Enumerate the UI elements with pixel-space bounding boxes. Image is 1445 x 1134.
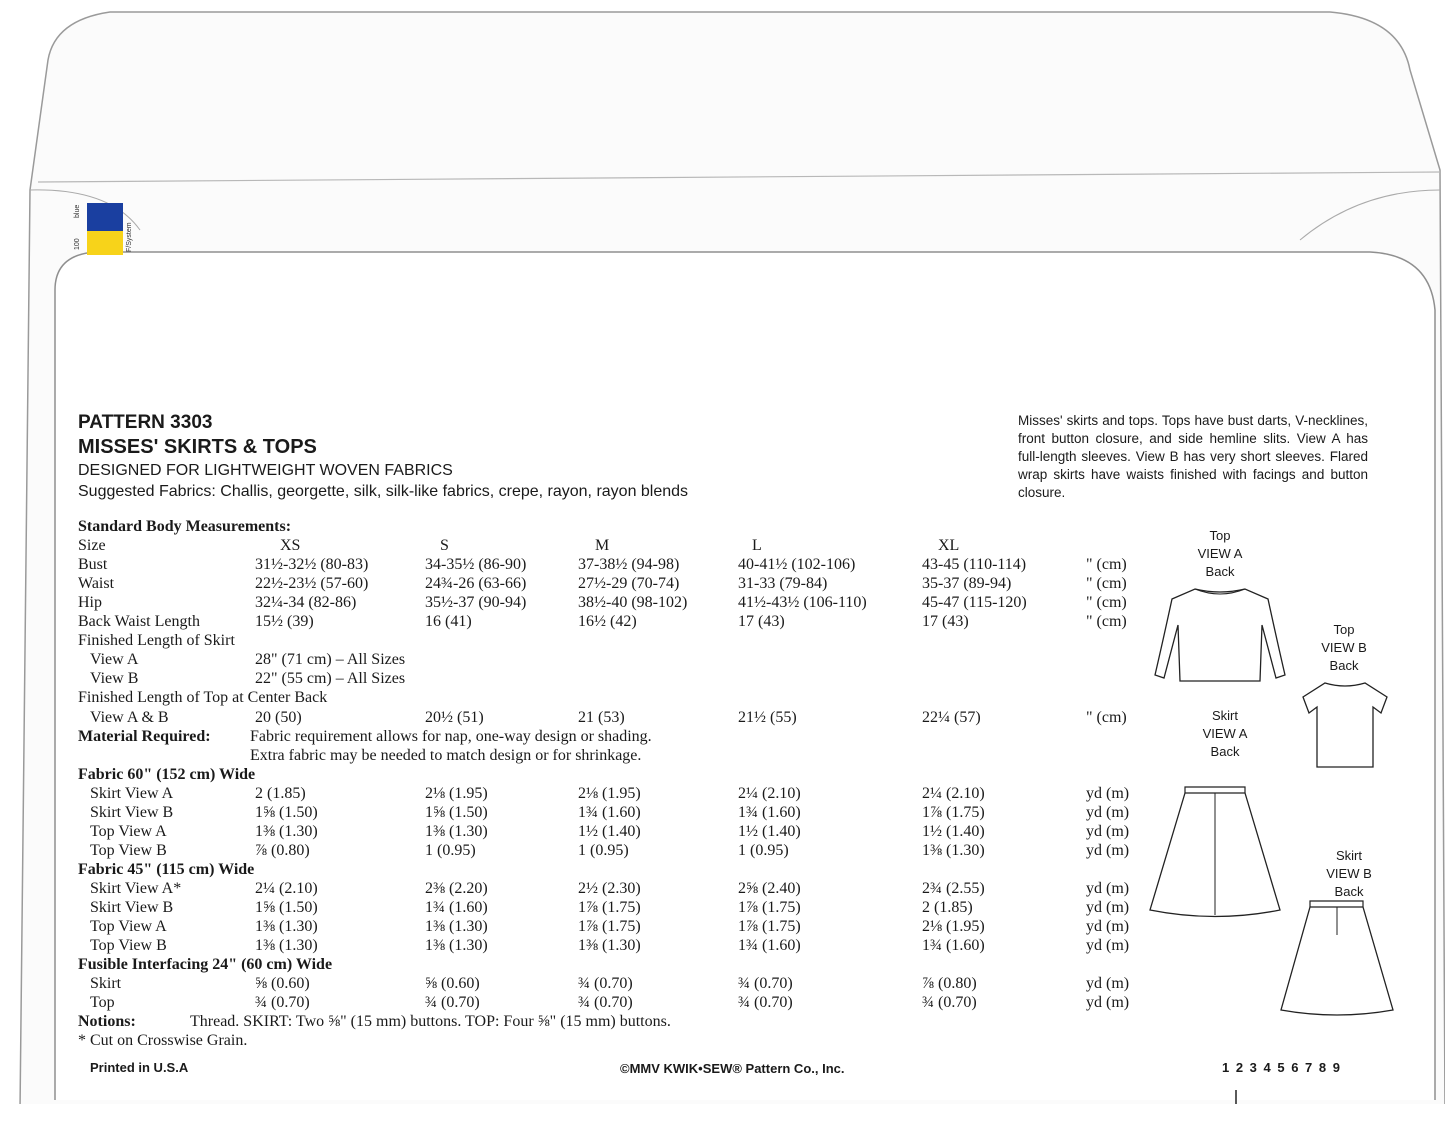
row-label: Top View A bbox=[90, 822, 167, 840]
table-cell: 20 (50) bbox=[255, 708, 302, 726]
row-label: Finished Length of Skirt bbox=[78, 632, 235, 650]
row-label: Top bbox=[90, 994, 115, 1012]
table-row bbox=[0, 593, 1180, 612]
table-cell: 1⅜ (1.30) bbox=[425, 918, 488, 936]
row-label: Skirt View B bbox=[90, 899, 174, 916]
row-label: * Cut on Crosswise Grain. bbox=[78, 1032, 248, 1050]
table-cell: 1⅜ (1.30) bbox=[255, 822, 318, 840]
table-cell: 2¼ (2.10) bbox=[255, 879, 318, 897]
table-cell: 34-35½ (86-90) bbox=[425, 556, 527, 574]
table-row bbox=[0, 746, 1180, 765]
table-row bbox=[0, 936, 1180, 955]
table-row bbox=[0, 841, 1180, 860]
table-cell: ¾ (0.70) bbox=[255, 994, 310, 1012]
table-cell: 1⅝ (1.50) bbox=[425, 803, 488, 821]
row-label: Back Waist Length bbox=[78, 613, 200, 631]
table-cell: 1 (0.95) bbox=[578, 841, 629, 859]
table-cell: " (cm) bbox=[1086, 575, 1127, 593]
table-cell: 22½-23½ (57-60) bbox=[255, 575, 369, 593]
table-cell: ⅝ (0.60) bbox=[255, 975, 310, 993]
row-label: Skirt View A* bbox=[90, 879, 182, 897]
table-cell: yd (m) bbox=[1086, 803, 1130, 821]
sketch-label-top-view-a: Top VIEW A Back bbox=[1197, 528, 1243, 579]
table-cell: ¾ (0.70) bbox=[578, 975, 633, 993]
table-cell: ¾ (0.70) bbox=[922, 994, 977, 1012]
table-cell: 2 (1.85) bbox=[922, 899, 973, 916]
table-row bbox=[0, 727, 1180, 746]
table-cell: 16½ (42) bbox=[578, 613, 637, 631]
table-cell: yd (m) bbox=[1086, 994, 1130, 1012]
table-cell: 1 (0.95) bbox=[738, 841, 789, 859]
table-row bbox=[0, 536, 1180, 555]
table-cell: 27½-29 (70-74) bbox=[578, 575, 680, 593]
row-label: Top View B bbox=[90, 937, 167, 955]
row-label: Notions: bbox=[78, 1013, 136, 1031]
row-label: View A & B bbox=[90, 708, 169, 726]
table-row bbox=[0, 974, 1180, 993]
row-label: Hip bbox=[78, 594, 102, 612]
table-row bbox=[0, 669, 1180, 688]
table-cell: 1⅜ (1.30) bbox=[425, 937, 488, 955]
table-cell: 20½ (51) bbox=[425, 708, 484, 726]
designed-for-text: DESIGNED FOR LIGHTWEIGHT WOVEN FABRICS bbox=[78, 462, 453, 479]
table-cell: 1⅞ (1.75) bbox=[578, 918, 641, 936]
pattern-title: MISSES' SKIRTS & TOPS bbox=[78, 436, 317, 458]
table-cell: 1⅞ (1.75) bbox=[738, 918, 801, 936]
row-label: Bust bbox=[78, 556, 108, 574]
row-label: Waist bbox=[78, 575, 115, 593]
table-row bbox=[0, 860, 1180, 879]
table-cell: 1⅝ (1.50) bbox=[255, 803, 318, 821]
table-cell: L bbox=[752, 537, 762, 555]
skirt-view-b-back-sketch bbox=[1275, 895, 1400, 1020]
print-run-number: 1 2 3 4 5 6 7 8 9 bbox=[1222, 1060, 1342, 1075]
table-cell: 1¾ (1.60) bbox=[578, 803, 641, 821]
table-row bbox=[0, 612, 1180, 631]
table-cell: 1½ (1.40) bbox=[578, 822, 641, 840]
table-cell: 16 (41) bbox=[425, 613, 472, 631]
table-row bbox=[0, 955, 1180, 974]
table-cell: " (cm) bbox=[1086, 708, 1127, 726]
printed-in-text: Printed in U.S.A bbox=[90, 1060, 189, 1075]
table-cell: 28" (71 cm) – All Sizes bbox=[255, 651, 406, 669]
table-cell: yd (m) bbox=[1086, 841, 1130, 859]
row-label: Skirt bbox=[90, 975, 122, 993]
swatch-label-blue: blue bbox=[74, 204, 81, 218]
copyright-text: ©MMV KWIK•SEW® Pattern Co., Inc. bbox=[620, 1061, 845, 1076]
table-cell: " (cm) bbox=[1086, 613, 1127, 631]
table-row bbox=[0, 765, 1180, 784]
suggested-fabrics-text: Suggested Fabrics: Challis, georgette, silk, silk-like fabrics, crepe, rayon, rayon blends bbox=[78, 483, 689, 500]
row-label: Fabric 60" (152 cm) Wide bbox=[78, 765, 256, 783]
table-cell: 2⅝ (2.40) bbox=[738, 879, 801, 897]
table-cell: 2½ (2.30) bbox=[578, 879, 641, 897]
table-cell: 1¾ (1.60) bbox=[738, 937, 801, 955]
pattern-number: PATTERN 3303 bbox=[78, 412, 213, 433]
row-label: View A bbox=[90, 651, 139, 669]
row-label: Fabric 45" (115 cm) Wide bbox=[78, 860, 255, 878]
table-row bbox=[0, 917, 1180, 936]
table-cell: 15½ (39) bbox=[255, 613, 314, 631]
table-cell: 2⅛ (1.95) bbox=[425, 784, 488, 802]
table-cell: 32¼-34 (82-86) bbox=[255, 594, 357, 612]
table-cell: 21 (53) bbox=[578, 708, 625, 726]
table-cell: 2¾ (2.55) bbox=[922, 879, 985, 897]
table-cell: ¾ (0.70) bbox=[738, 994, 793, 1012]
table-cell: 1⅜ (1.30) bbox=[255, 918, 318, 936]
table-cell: 17 (43) bbox=[922, 613, 969, 631]
table-cell: yd (m) bbox=[1086, 784, 1130, 802]
table-cell: 1⅞ (1.75) bbox=[578, 899, 641, 916]
table-cell: 22¼ (57) bbox=[922, 708, 981, 726]
table-cell: 2¼ (2.10) bbox=[738, 784, 801, 802]
row-note: Extra fabric may be needed to match design or for shrinkage. bbox=[250, 746, 642, 764]
row-label: Top View A bbox=[90, 918, 167, 936]
table-cell: 31-33 (79-84) bbox=[738, 575, 828, 593]
table-row bbox=[0, 708, 1180, 727]
top-view-a-back-sketch bbox=[1140, 585, 1300, 690]
table-cell: " (cm) bbox=[1086, 594, 1127, 612]
table-cell: XL bbox=[938, 537, 960, 555]
table-cell: 1⅜ (1.30) bbox=[578, 937, 641, 955]
table-cell: 1⅜ (1.30) bbox=[922, 841, 985, 859]
table-cell: yd (m) bbox=[1086, 918, 1130, 936]
row-label: Skirt View A bbox=[90, 784, 174, 802]
table-cell: 1⅜ (1.30) bbox=[425, 822, 488, 840]
table-cell: 2¼ (2.10) bbox=[922, 784, 985, 802]
table-row bbox=[0, 517, 1180, 536]
table-cell: 1¾ (1.60) bbox=[425, 899, 488, 916]
table-cell: 1¾ (1.60) bbox=[922, 937, 985, 955]
table-cell: 2 (1.85) bbox=[255, 784, 306, 802]
table-row bbox=[0, 993, 1180, 1012]
table-cell: ¾ (0.70) bbox=[425, 994, 480, 1012]
table-cell: 21½ (55) bbox=[738, 708, 797, 726]
table-cell: 22" (55 cm) – All Sizes bbox=[255, 670, 406, 688]
table-cell: " (cm) bbox=[1086, 556, 1127, 574]
table-cell: 35-37 (89-94) bbox=[922, 575, 1012, 593]
sketch-label-skirt-view-b: Skirt VIEW B Back bbox=[1326, 848, 1372, 899]
table-row bbox=[0, 822, 1180, 841]
table-cell: yd (m) bbox=[1086, 879, 1130, 897]
table-row bbox=[0, 898, 1180, 917]
table-cell: 1⅝ (1.50) bbox=[255, 899, 318, 916]
table-cell: 1⅞ (1.75) bbox=[738, 899, 801, 916]
table-row bbox=[0, 879, 1180, 898]
table-cell: 35½-37 (90-94) bbox=[425, 594, 527, 612]
table-cell: 2⅛ (1.95) bbox=[922, 918, 985, 936]
table-cell: 24¾-26 (63-66) bbox=[425, 575, 527, 593]
table-row bbox=[0, 555, 1180, 574]
table-cell: ⅞ (0.80) bbox=[255, 841, 310, 859]
table-cell: 2⅛ (1.95) bbox=[578, 784, 641, 802]
row-label: Size bbox=[78, 537, 106, 555]
table-cell: 1¾ (1.60) bbox=[738, 803, 801, 821]
table-row bbox=[0, 1012, 1180, 1031]
table-cell: 2⅜ (2.20) bbox=[425, 879, 488, 897]
row-label: Skirt View B bbox=[90, 803, 174, 821]
row-label: Standard Body Measurements: bbox=[78, 518, 292, 535]
table-row bbox=[0, 650, 1180, 669]
row-label: Top View B bbox=[90, 841, 167, 859]
sketch-label-top-view-b: Top VIEW B Back bbox=[1321, 622, 1367, 673]
table-cell: yd (m) bbox=[1086, 822, 1130, 840]
row-note: Fabric requirement allows for nap, one-way design or shading. bbox=[250, 727, 652, 745]
table-cell: 1⅞ (1.75) bbox=[922, 803, 985, 821]
table-cell: 17 (43) bbox=[738, 613, 785, 631]
table-cell: 31½-32½ (80-83) bbox=[255, 556, 369, 574]
table-cell: 40-41½ (102-106) bbox=[738, 556, 856, 574]
row-label: Fusible Interfacing 24" (60 cm) Wide bbox=[78, 956, 333, 974]
swatch-label-100: 100 bbox=[74, 238, 81, 250]
table-cell: ⅞ (0.80) bbox=[922, 975, 977, 993]
top-view-b-back-sketch bbox=[1295, 675, 1395, 775]
table-cell: yd (m) bbox=[1086, 975, 1130, 993]
table-cell: 43-45 (110-114) bbox=[922, 556, 1027, 574]
row-label: Material Required: bbox=[78, 727, 211, 745]
table-cell: ¾ (0.70) bbox=[578, 994, 633, 1012]
table-row bbox=[0, 803, 1180, 822]
table-row bbox=[0, 688, 1180, 707]
table-row bbox=[0, 631, 1180, 650]
table-row bbox=[0, 784, 1180, 803]
swatch-label-system: F/System bbox=[126, 222, 133, 252]
table-cell: 1 (0.95) bbox=[425, 841, 476, 859]
pattern-description: Misses' skirts and tops. Tops have bust darts, V-necklines, front button closure, and side hemline slits. View A has full-length sleeves. View B has very short sleeves. Flared wrap skirts have waists finished with facings and button closure. bbox=[1018, 413, 1368, 500]
table-cell: 45-47 (115-120) bbox=[922, 594, 1027, 612]
table-cell: 38½-40 (98-102) bbox=[578, 594, 688, 612]
sketch-label-skirt-view-a: Skirt VIEW A Back bbox=[1202, 708, 1248, 759]
table-cell: 1½ (1.40) bbox=[738, 822, 801, 840]
table-cell: 1½ (1.40) bbox=[922, 822, 985, 840]
table-cell: 1⅜ (1.30) bbox=[255, 937, 318, 955]
skirt-view-a-back-sketch bbox=[1145, 765, 1285, 920]
row-label: Finished Length of Top at Center Back bbox=[78, 689, 328, 707]
table-cell: ¾ (0.70) bbox=[738, 975, 793, 993]
table-cell: XS bbox=[280, 537, 301, 555]
row-note: Thread. SKIRT: Two ⅝" (15 mm) buttons. TOP: Four ⅝" (15 mm) buttons. bbox=[190, 1013, 671, 1031]
row-label: View B bbox=[90, 670, 139, 688]
table-cell: 37-38½ (94-98) bbox=[578, 556, 680, 574]
table-cell: 41½-43½ (106-110) bbox=[738, 594, 867, 612]
table-cell: yd (m) bbox=[1086, 899, 1130, 916]
table-cell: S bbox=[440, 537, 449, 555]
color-registration-swatch bbox=[87, 203, 123, 255]
table-row bbox=[0, 574, 1180, 593]
table-cell: ⅝ (0.60) bbox=[425, 975, 480, 993]
table-row bbox=[0, 1031, 1180, 1050]
table-cell: yd (m) bbox=[1086, 937, 1130, 955]
table-cell: M bbox=[595, 537, 610, 555]
